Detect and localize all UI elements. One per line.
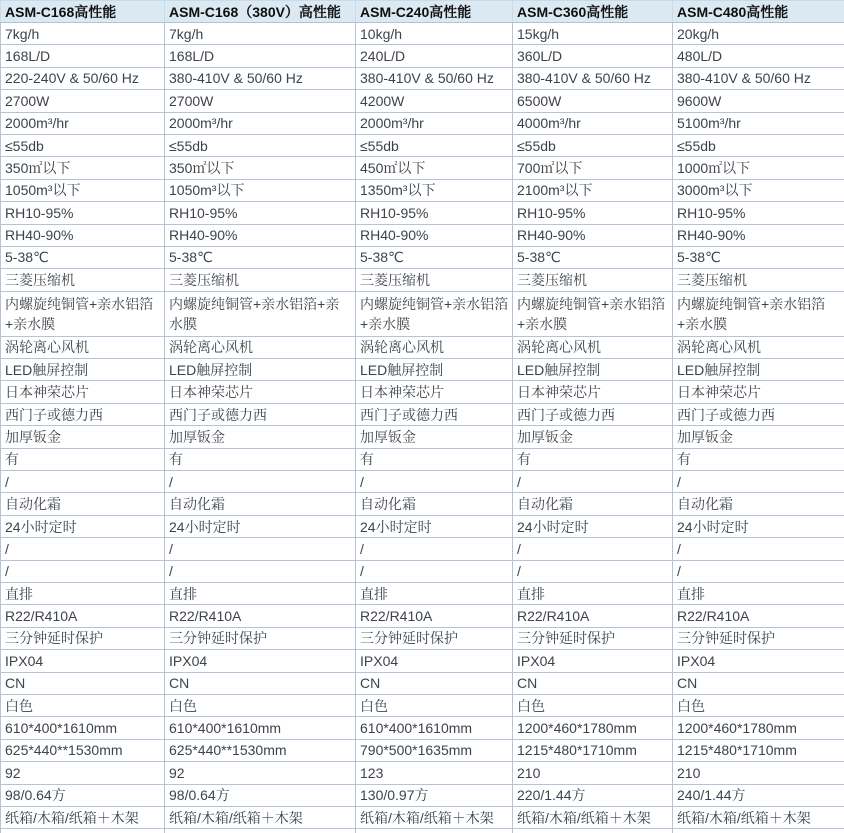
table-cell: RH40-90% (673, 224, 844, 246)
table-row (1, 672, 844, 694)
table-cell: / (356, 471, 513, 493)
table-cell: 涡轮离心风机 (165, 336, 356, 358)
table-cell: IPX04 (513, 650, 673, 672)
table-cell: 5-38℃ (356, 246, 513, 268)
table-cell: RH40-90% (356, 224, 513, 246)
table-row (1, 23, 844, 45)
table-cell: 625*440**1530mm (165, 739, 356, 761)
table-cell: CN (513, 672, 673, 694)
table-cell: 24小时定时 (356, 515, 513, 537)
table-cell: / (673, 560, 844, 582)
table-cell: 24小时定时 (673, 515, 844, 537)
table-cell: 168L/D (165, 45, 356, 67)
table-cell: 5100m³/hr (673, 112, 844, 134)
table-cell: 220-240V & 50/60 Hz (1, 67, 165, 89)
table-cell: 1215*480*1710mm (513, 739, 673, 761)
table-cell: 2000m³/hr (165, 112, 356, 134)
table-cell: 纸箱/木箱/纸箱＋木架 (356, 806, 513, 828)
table-cell: 210 (673, 762, 844, 784)
table-row (1, 627, 844, 649)
table-cell: 350㎡以下 (165, 157, 356, 179)
column-header: ASM-C240高性能 (356, 1, 513, 23)
table-cell: 92 (165, 762, 356, 784)
table-row (1, 739, 844, 761)
table-cell: 625*440**1530mm (1, 739, 165, 761)
table-row (1, 650, 844, 672)
table-cell: / (673, 471, 844, 493)
table-cell: 有 (513, 448, 673, 470)
table-cell: 日本神荣芯片 (513, 381, 673, 403)
table-cell: 610*400*1610mm (165, 717, 356, 739)
table-cell: 7kg/h (1, 23, 165, 45)
column-header: ASM-C480高性能 (673, 1, 844, 23)
table-cell: 自动化霜 (1, 493, 165, 515)
table-cell: ≤55db (673, 134, 844, 156)
table-cell: 日本神荣芯片 (165, 381, 356, 403)
table-cell: IPX04 (1, 650, 165, 672)
table-cell: / (513, 560, 673, 582)
table-cell: / (673, 538, 844, 560)
table-cell: 24小时定时 (165, 515, 356, 537)
table-cell: / (1, 560, 165, 582)
table-cell: 加厚钣金 (1, 426, 165, 448)
table-cell: 有 (165, 448, 356, 470)
table-row (1, 224, 844, 246)
table-cell: / (513, 471, 673, 493)
table-cell: 日本神荣芯片 (1, 381, 165, 403)
table-cell: 3000m³以下 (673, 179, 844, 201)
table-cell: 5-38℃ (673, 246, 844, 268)
table-row (1, 67, 844, 89)
table-cell: 有 (1, 448, 165, 470)
table-cell: 1200*460*1780mm (513, 717, 673, 739)
table-cell: 加厚钣金 (165, 426, 356, 448)
table-cell: 220/1.44方 (513, 784, 673, 806)
table-row (1, 426, 844, 448)
table-cell: ≤55db (356, 134, 513, 156)
table-cell: 加厚钣金 (513, 426, 673, 448)
table-row (1, 336, 844, 358)
table-row (1, 582, 844, 604)
table-row (1, 202, 844, 224)
table-cell: 纸箱/木箱/纸箱＋木架 (1, 806, 165, 828)
table-cell: 610*400*1610mm (1, 717, 165, 739)
table-row (1, 538, 844, 560)
table-row (1, 157, 844, 179)
table-cell: 240L/D (356, 45, 513, 67)
table-cell: 加厚钣金 (356, 426, 513, 448)
table-cell: 1050m³以下 (1, 179, 165, 201)
table-cell: / (1, 538, 165, 560)
table-cell: 350㎡以下 (1, 157, 165, 179)
table-row (1, 471, 844, 493)
table-cell: 5-38℃ (165, 246, 356, 268)
table-cell: CN (673, 672, 844, 694)
table-cell: 98/0.64方 (1, 784, 165, 806)
table-cell: LED触屏控制 (165, 359, 356, 381)
table-row (1, 291, 844, 336)
table-cell: R22/R410A (673, 605, 844, 627)
table-cell: CN (1, 672, 165, 694)
table-row (1, 806, 844, 828)
table-cell-empty (356, 829, 513, 833)
table-cell: 1050m³以下 (165, 179, 356, 201)
table-cell: LED触屏控制 (513, 359, 673, 381)
table-row (1, 605, 844, 627)
table-cell: ≤55db (513, 134, 673, 156)
table-cell: IPX04 (673, 650, 844, 672)
table-cell: 三分钟延时保护 (356, 627, 513, 649)
table-cell: RH40-90% (513, 224, 673, 246)
table-cell: 三菱压缩机 (1, 269, 165, 291)
table-cell: CN (356, 672, 513, 694)
table-row (1, 515, 844, 537)
table-cell: LED触屏控制 (1, 359, 165, 381)
table-cell: CN (165, 672, 356, 694)
table-cell: 240/1.44方 (673, 784, 844, 806)
spec-table-body (1, 23, 844, 833)
table-cell: 西门子或德力西 (673, 403, 844, 425)
table-cell: 涡轮离心风机 (356, 336, 513, 358)
table-cell: 有 (673, 448, 844, 470)
table-cell: 360L/D (513, 45, 673, 67)
table-row (1, 784, 844, 806)
table-cell: 白色 (513, 694, 673, 716)
table-cell: 三菱压缩机 (356, 269, 513, 291)
table-cell: 2700W (165, 90, 356, 112)
table-row (1, 90, 844, 112)
table-cell: 210 (513, 762, 673, 784)
table-row (1, 762, 844, 784)
table-cell: R22/R410A (165, 605, 356, 627)
table-cell: 2000m³/hr (356, 112, 513, 134)
table-row (1, 359, 844, 381)
table-cell: 西门子或德力西 (513, 403, 673, 425)
table-cell: 内螺旋纯铜管+亲水铝箔+亲水膜 (673, 291, 844, 336)
table-cell: 自动化霜 (513, 493, 673, 515)
table-cell: 纸箱/木箱/纸箱＋木架 (165, 806, 356, 828)
table-row (1, 448, 844, 470)
table-cell: R22/R410A (1, 605, 165, 627)
table-cell: 白色 (356, 694, 513, 716)
table-cell: 自动化霜 (356, 493, 513, 515)
table-cell: 20kg/h (673, 23, 844, 45)
table-cell: 纸箱/木箱/纸箱＋木架 (673, 806, 844, 828)
table-cell: 2700W (1, 90, 165, 112)
table-cell: RH10-95% (165, 202, 356, 224)
table-cell: 内螺旋纯铜管+亲水铝箔+亲水膜 (513, 291, 673, 336)
table-cell: 123 (356, 762, 513, 784)
table-cell: 直排 (356, 582, 513, 604)
table-cell: 直排 (165, 582, 356, 604)
table-cell: 三分钟延时保护 (1, 627, 165, 649)
table-row (1, 134, 844, 156)
table-cell: R22/R410A (356, 605, 513, 627)
table-cell-empty (1, 829, 165, 833)
table-row (1, 493, 844, 515)
column-header: ASM-C168高性能 (1, 1, 165, 23)
table-cell: 15kg/h (513, 23, 673, 45)
table-cell: 2100m³以下 (513, 179, 673, 201)
table-cell: 5-38℃ (513, 246, 673, 268)
table-cell: / (165, 560, 356, 582)
table-row (1, 560, 844, 582)
table-row (1, 717, 844, 739)
table-cell: 1200*460*1780mm (673, 717, 844, 739)
table-cell: LED触屏控制 (356, 359, 513, 381)
table-cell: 380-410V & 50/60 Hz (165, 67, 356, 89)
table-cell: 380-410V & 50/60 Hz (356, 67, 513, 89)
table-cell: ≤55db (165, 134, 356, 156)
table-cell: 380-410V & 50/60 Hz (673, 67, 844, 89)
table-cell: 西门子或德力西 (165, 403, 356, 425)
table-cell: 白色 (673, 694, 844, 716)
table-cell: 三菱压缩机 (673, 269, 844, 291)
table-cell: 日本神荣芯片 (673, 381, 844, 403)
table-cell: IPX04 (356, 650, 513, 672)
table-row (1, 179, 844, 201)
table-row (1, 112, 844, 134)
table-cell: RH40-90% (165, 224, 356, 246)
table-cell: IPX04 (165, 650, 356, 672)
table-cell: 130/0.97方 (356, 784, 513, 806)
table-cell: 三分钟延时保护 (513, 627, 673, 649)
table-cell: RH40-90% (1, 224, 165, 246)
table-cell: 5-38℃ (1, 246, 165, 268)
table-cell: 自动化霜 (673, 493, 844, 515)
table-cell: 直排 (673, 582, 844, 604)
table-cell-empty (513, 829, 673, 833)
table-cell: 自动化霜 (165, 493, 356, 515)
table-cell: 480L/D (673, 45, 844, 67)
column-header: ASM-C360高性能 (513, 1, 673, 23)
table-cell: 白色 (1, 694, 165, 716)
table-cell: / (356, 560, 513, 582)
table-cell: 涡轮离心风机 (1, 336, 165, 358)
table-cell: ≤55db (1, 134, 165, 156)
table-cell: R22/R410A (513, 605, 673, 627)
table-cell: RH10-95% (356, 202, 513, 224)
table-cell-empty (673, 829, 844, 833)
table-cell: 直排 (513, 582, 673, 604)
table-cell: / (165, 471, 356, 493)
table-cell: 790*500*1635mm (356, 739, 513, 761)
table-cell: 10kg/h (356, 23, 513, 45)
table-row (1, 246, 844, 268)
table-cell: / (356, 538, 513, 560)
table-cell: 三分钟延时保护 (165, 627, 356, 649)
table-cell: 450㎡以下 (356, 157, 513, 179)
table-cell: 7kg/h (165, 23, 356, 45)
table-cell: 加厚钣金 (673, 426, 844, 448)
table-row (1, 694, 844, 716)
table-cell: 92 (1, 762, 165, 784)
table-cell: RH10-95% (1, 202, 165, 224)
table-cell: / (165, 538, 356, 560)
table-cell: 三分钟延时保护 (673, 627, 844, 649)
table-cell: 380-410V & 50/60 Hz (513, 67, 673, 89)
table-cell: 白色 (165, 694, 356, 716)
table-cell: 24小时定时 (513, 515, 673, 537)
table-row (1, 269, 844, 291)
table-cell: 内螺旋纯铜管+亲水铝箔+亲水膜 (1, 291, 165, 336)
table-cell: 有 (356, 448, 513, 470)
table-cell: 98/0.64方 (165, 784, 356, 806)
table-cell: 直排 (1, 582, 165, 604)
table-cell: 1215*480*1710mm (673, 739, 844, 761)
table-cell: 9600W (673, 90, 844, 112)
table-cell: 2000m³/hr (1, 112, 165, 134)
table-cell: LED触屏控制 (673, 359, 844, 381)
table-cell: 1350m³以下 (356, 179, 513, 201)
table-cell-empty (165, 829, 356, 833)
table-row-partial (1, 829, 844, 833)
table-row (1, 403, 844, 425)
header-row (1, 1, 844, 23)
column-header: ASM-C168（380V）高性能 (165, 1, 356, 23)
table-cell: 168L/D (1, 45, 165, 67)
table-cell: 日本神荣芯片 (356, 381, 513, 403)
table-cell: 700㎡以下 (513, 157, 673, 179)
table-row (1, 45, 844, 67)
table-cell: 610*400*1610mm (356, 717, 513, 739)
table-cell: / (1, 471, 165, 493)
table-cell: 1000㎡以下 (673, 157, 844, 179)
table-cell: 纸箱/木箱/纸箱＋木架 (513, 806, 673, 828)
table-cell: 6500W (513, 90, 673, 112)
table-cell: 三菱压缩机 (513, 269, 673, 291)
table-cell: 三菱压缩机 (165, 269, 356, 291)
table-cell: 西门子或德力西 (356, 403, 513, 425)
table-cell: RH10-95% (673, 202, 844, 224)
table-cell: / (513, 538, 673, 560)
table-cell: 24小时定时 (1, 515, 165, 537)
table-cell: 4200W (356, 90, 513, 112)
table-cell: 内螺旋纯铜管+亲水铝箔+亲水膜 (165, 291, 356, 336)
table-cell: 涡轮离心风机 (513, 336, 673, 358)
table-cell: 4000m³/hr (513, 112, 673, 134)
table-cell: 涡轮离心风机 (673, 336, 844, 358)
table-cell: RH10-95% (513, 202, 673, 224)
table-row (1, 381, 844, 403)
table-cell: 内螺旋纯铜管+亲水铝箔+亲水膜 (356, 291, 513, 336)
table-cell: 西门子或德力西 (1, 403, 165, 425)
